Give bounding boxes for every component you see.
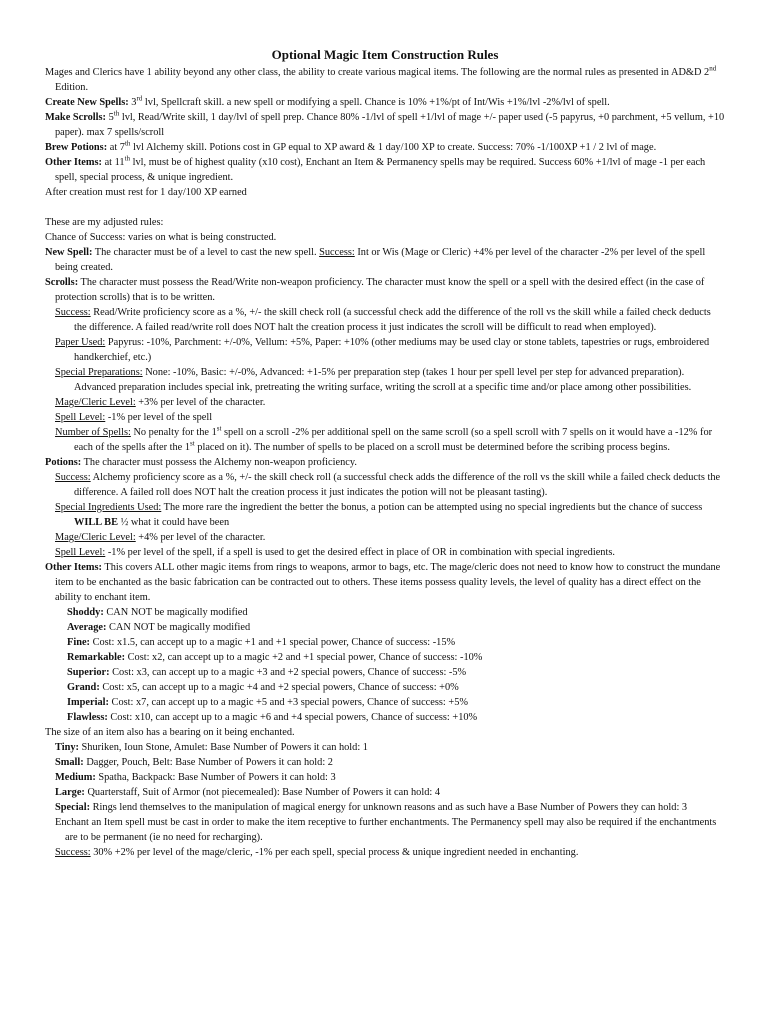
size-item bbox=[45, 755, 725, 770]
size-intro: The size of an item also has a bearing on it being enchanted. bbox=[45, 727, 295, 738]
scroll-mage-text: +3% per level of the character. bbox=[135, 397, 266, 408]
size-item bbox=[45, 740, 725, 755]
create-text-a: 3 bbox=[128, 97, 137, 108]
section-gap bbox=[45, 200, 725, 215]
size-text: Quarterstaff, Suit of Armor (not piecemealed): Base Number of Powers it can hold: 4 bbox=[84, 787, 441, 798]
scroll-prep-label: Special Preparations: bbox=[55, 367, 143, 378]
size-label: Small: bbox=[55, 757, 84, 768]
quality-label: Superior: bbox=[67, 667, 110, 678]
scroll-number-of-spells bbox=[45, 425, 725, 455]
adjusted-intro: These are my adjusted rules: bbox=[45, 217, 164, 228]
make-scrolls bbox=[45, 110, 725, 140]
potion-level-label: Spell Level: bbox=[55, 547, 106, 558]
quality-text: CAN NOT be magically modified bbox=[106, 622, 251, 633]
brew-potions bbox=[45, 140, 725, 155]
potion-ingr-text-b: ½ what it could have been bbox=[117, 517, 230, 528]
document-title: Optional Magic Item Construction Rules bbox=[271, 47, 499, 62]
scroll-num-label: Number of Spells: bbox=[55, 427, 131, 438]
quality-label: Flawless: bbox=[67, 712, 108, 723]
size-label: Tiny: bbox=[55, 742, 79, 753]
quality-item bbox=[45, 695, 725, 710]
size-label: Medium: bbox=[55, 772, 96, 783]
create-new-spells bbox=[45, 95, 725, 110]
scroll-preparations bbox=[45, 365, 725, 395]
potions-rule-label: Potions: bbox=[45, 457, 82, 468]
scrolls-rule bbox=[45, 275, 725, 305]
quality-item bbox=[45, 605, 725, 620]
size-text: Rings lend themselves to the manipulation of magical energy for unknown reasons and as such have a Base Number of Powers they can hold: 3 bbox=[90, 802, 688, 813]
size-label: Special: bbox=[55, 802, 91, 813]
scroll-num-text-b: spell on a scroll -2% per additional spell on the same scroll (so a spell scroll with 7 spells on it would have a -12% for each of the spells after the 1 bbox=[74, 427, 713, 453]
size-text: Dagger, Pouch, Belt: Base Number of Powers it can hold: 2 bbox=[83, 757, 333, 768]
scrolls-text-b: lvl, Read/Write skill, 1 day/lvl of spell prep. Chance 80% -1/lvl of spell +1/lvl of mage +/- paper used (-5 papyrus, +0 parchment, +5 vellum, +10 paper). max 7 spells/scroll bbox=[55, 112, 725, 138]
intro-tail: Edition. bbox=[55, 82, 89, 93]
potions-rule bbox=[45, 455, 725, 470]
quality-text: Cost: x3, can accept up to a magic +3 and +2 special powers, Chance of success: -5% bbox=[109, 667, 467, 678]
quality-item bbox=[45, 710, 725, 725]
intro-paragraph bbox=[45, 65, 725, 95]
scrolls-label: Make Scrolls: bbox=[45, 112, 107, 123]
potion-mage-text: +4% per level of the character. bbox=[135, 532, 266, 543]
other-sup: th bbox=[124, 154, 131, 163]
new-spell-text-b: Int or Wis (Mage or Cleric) +4% per level of the character -2% per level of the spell being created. bbox=[55, 247, 706, 273]
size-item bbox=[45, 800, 725, 815]
scroll-mage-label: Mage/Cleric Level: bbox=[55, 397, 136, 408]
potion-mage-level bbox=[45, 530, 725, 545]
size-item bbox=[45, 770, 725, 785]
rest-note: After creation must rest for 1 day/100 XP earned bbox=[45, 187, 247, 198]
scrolls-text-a: 5 bbox=[106, 112, 114, 123]
new-spell-text-a: The character must be of a level to cast the new spell. bbox=[92, 247, 320, 258]
scroll-paper-label: Paper Used: bbox=[55, 337, 106, 348]
size-text: Shuriken, Ioun Stone, Amulet: Base Number of Powers it can hold: 1 bbox=[78, 742, 368, 753]
quality-item bbox=[45, 650, 725, 665]
quality-label: Shoddy: bbox=[67, 607, 104, 618]
final-success bbox=[45, 845, 725, 860]
quality-label: Grand: bbox=[67, 682, 100, 693]
quality-label: Remarkable: bbox=[67, 652, 126, 663]
scroll-mage-level bbox=[45, 395, 725, 410]
create-label: Create New Spells: bbox=[45, 97, 129, 108]
document-page bbox=[45, 47, 725, 860]
scrolls-rule-text: The character must possess the Read/Write non-weapon proficiency. The character must know the spell or a spell with the desired effect (in the case of protection scrolls) that is to be written. bbox=[55, 277, 705, 303]
quality-item bbox=[45, 635, 725, 650]
final-success-text: 30% +2% per level of the mage/cleric, -1% per each spell, special process & unique ingredient needed in enchanting. bbox=[90, 847, 579, 858]
scroll-paper bbox=[45, 335, 725, 365]
quality-text: Cost: x7, can accept up to a magic +5 and +3 special powers, Chance of success: +5% bbox=[108, 697, 468, 708]
potions-rule-text: The character must possess the Alchemy non-weapon proficiency. bbox=[81, 457, 357, 468]
create-text-b: lvl, Spellcraft skill. a new spell or modifying a spell. Chance is 10% +1%/pt of Int/Wis +1%/lvl -2%/lvl of spell. bbox=[142, 97, 610, 108]
intro-sup: nd bbox=[709, 64, 717, 73]
scroll-success-label: Success: bbox=[55, 307, 91, 318]
potion-spell-level bbox=[45, 545, 725, 560]
potion-success-label: Success: bbox=[55, 472, 91, 483]
scroll-spell-level bbox=[45, 410, 725, 425]
potion-level-text: -1% per level of the spell, if a spell is used to get the desired effect in place of OR in combination with special ingredients. bbox=[105, 547, 615, 558]
chance-of-success: Chance of Success: varies on what is being constructed. bbox=[45, 232, 277, 243]
new-spell-label: New Spell: bbox=[45, 247, 93, 258]
potions-text-a: at 7 bbox=[107, 142, 125, 153]
potion-success bbox=[45, 470, 725, 500]
potion-success-text: Alchemy proficiency score as a %, +/- the skill check roll (a successful check adds the difference of the roll vs the skill while a failed check deducts the difference. A failed roll does NOT halt the creation process it just indicates the potion will not be pleasant tasting). bbox=[74, 472, 721, 498]
scrolls-rule-label: Scrolls: bbox=[45, 277, 79, 288]
quality-text: Cost: x2, can accept up to a magic +2 and +1 special power, Chance of success: -10% bbox=[125, 652, 483, 663]
scroll-success-text: Read/Write proficiency score as a %, +/- the skill check roll (a successful check add the difference of the roll vs the skill while a failed check deducts the difference. A failed read/write roll does NOT halt the creation process it just indicates the scroll will be difficult to read when employed). bbox=[74, 307, 711, 333]
potions-text-b: lvl Alchemy skill. Potions cost in GP equal to XP award & 1 day/100 XP to create. Success: 70% -1/100XP +1 / 2 lvl of mage. bbox=[130, 142, 657, 153]
quality-label: Average: bbox=[67, 622, 107, 633]
scroll-level-text: -1% per level of the spell bbox=[105, 412, 213, 423]
other-items-rule bbox=[45, 560, 725, 605]
scrolls-sup: th bbox=[113, 109, 120, 118]
quality-list bbox=[45, 605, 725, 725]
potions-sup: th bbox=[124, 139, 131, 148]
size-text: Spatha, Backpack: Base Number of Powers it can hold: 3 bbox=[95, 772, 336, 783]
other-items-label: Other Items: bbox=[45, 562, 102, 573]
size-label: Large: bbox=[55, 787, 85, 798]
final-success-label: Success: bbox=[55, 847, 91, 858]
other-text-b: lvl, must be of highest quality (x10 cost), Enchant an Item & Permanency spells may be required. Success 60% +1/lvl of mage -1 per each spell, special process, & unique ingredient. bbox=[55, 157, 706, 183]
scroll-prep-text: None: -10%, Basic: +/-0%, Advanced: +1-5% per preparation step (takes 1 hour per spell level per step for advanced preparation). Advanced preparation includes special ink, pretreating the writing surface, writing the scroll at a specific time and/or place among other possibilities. bbox=[74, 367, 692, 393]
new-spell-success-label: Success: bbox=[319, 247, 355, 258]
intro-text: Mages and Clerics have 1 ability beyond any other class, the ability to create various magical items. The following are the normal rules as presented in AD&D 2 bbox=[45, 67, 710, 78]
other-text-a: at 11 bbox=[101, 157, 125, 168]
potion-ingr-bold: WILL BE bbox=[74, 517, 118, 528]
quality-item bbox=[45, 680, 725, 695]
quality-text: Cost: x1.5, can accept up to a magic +1 and +1 special power, Chance of success: -15% bbox=[89, 637, 456, 648]
quality-label: Fine: bbox=[67, 637, 90, 648]
scroll-success bbox=[45, 305, 725, 335]
potion-ingr-text-a: The more rare the ingredient the better the bonus, a potion can be attempted using no special ingredients but the chance of success bbox=[161, 502, 703, 513]
scroll-num-sup2: st bbox=[190, 439, 195, 448]
other-label: Other Items: bbox=[45, 157, 102, 168]
potion-mage-label: Mage/Cleric Level: bbox=[55, 532, 136, 543]
quality-text: CAN NOT be magically modified bbox=[103, 607, 248, 618]
quality-label: Imperial: bbox=[67, 697, 109, 708]
quality-item bbox=[45, 620, 725, 635]
enchant-note: Enchant an Item spell must be cast in order to make the item receptive to further enchantments. The Permanency spell may also be required if the enchantments are to be permanent (ie no need for recharging). bbox=[55, 817, 717, 843]
potions-label: Brew Potions: bbox=[45, 142, 108, 153]
scroll-num-text-a: No penalty for the 1 bbox=[130, 427, 217, 438]
size-item bbox=[45, 785, 725, 800]
quality-item bbox=[45, 665, 725, 680]
quality-text: Cost: x5, can accept up to a magic +4 and +2 special powers, Chance of success: +0% bbox=[99, 682, 459, 693]
new-spell-rule bbox=[45, 245, 725, 275]
scroll-num-sup1: st bbox=[216, 424, 222, 433]
potion-ingredients bbox=[45, 500, 725, 530]
size-list bbox=[45, 740, 725, 815]
other-items-text: This covers ALL other magic items from rings to weapons, armor to bags, etc. The mage/cleric does not need to know how to construct the mundane item to be enchanted as the basic fabrication can be contracted out to others. These items possess quality levels, the level of quality has a direct effect on the ability to enchant item. bbox=[55, 562, 721, 603]
other-items-standard bbox=[45, 155, 725, 185]
create-sup: rd bbox=[136, 94, 143, 103]
quality-text: Cost: x10, can accept up to a magic +6 and +4 special powers, Chance of success: +10% bbox=[107, 712, 478, 723]
scroll-level-label: Spell Level: bbox=[55, 412, 106, 423]
scroll-paper-text: Papyrus: -10%, Parchment: +/-0%, Vellum: +5%, Paper: +10% (other mediums may be used clay or stone tablets, tapestries or rugs, embroidered handkerchief, etc.) bbox=[74, 337, 710, 363]
scroll-num-text-c: placed on it). The number of spells to be placed on a scroll must be determined before the scribing process begins. bbox=[194, 442, 670, 453]
potion-ingr-label: Special Ingredients Used: bbox=[55, 502, 162, 513]
